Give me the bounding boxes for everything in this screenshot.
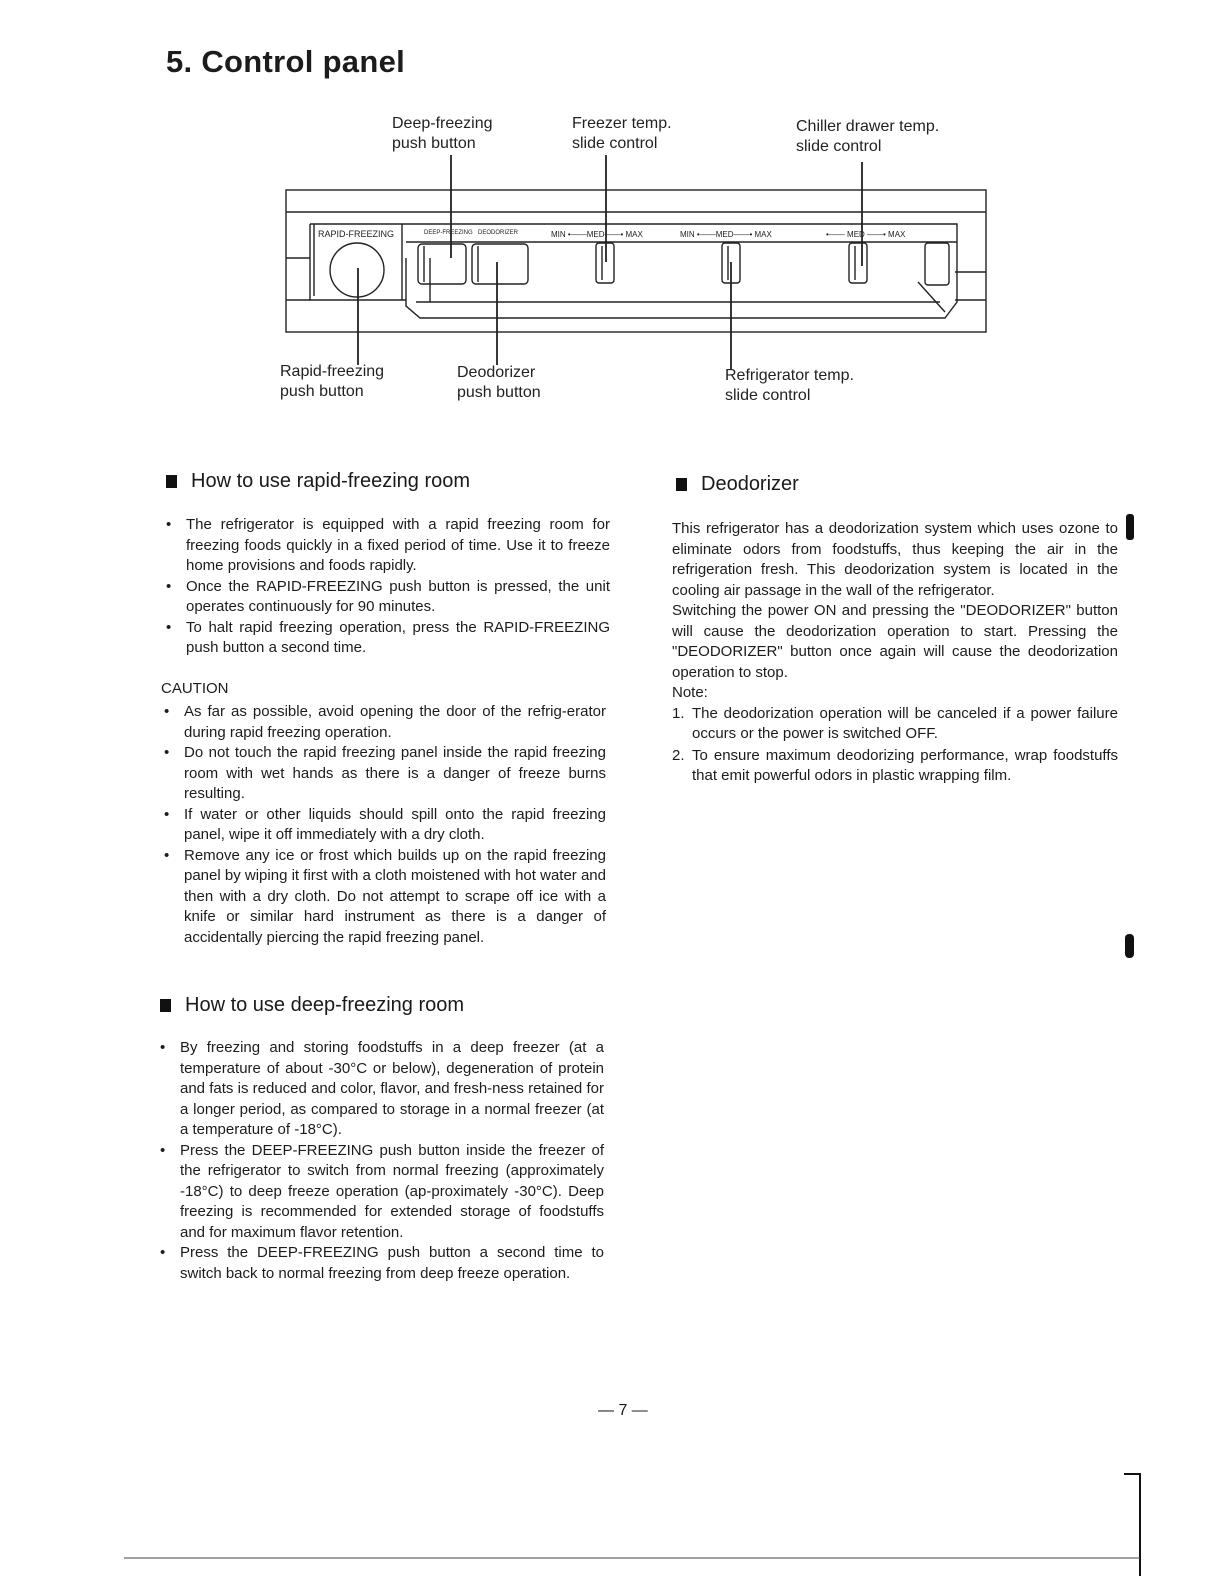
callout-line1: Refrigerator temp. [725, 367, 854, 384]
panel-scale-refrigerator: MIN •——MED——• MAX [680, 230, 772, 239]
panel-label-rapid-freezing: RAPID-FREEZING [318, 229, 395, 239]
note-number: 2. [672, 746, 685, 764]
callout-line2: push button [457, 384, 541, 401]
callout-line1: Freezer temp. [572, 115, 672, 132]
panel-label-deep-freezing: DEEP-FREEZING [424, 230, 473, 236]
note-label: Note: [672, 684, 708, 701]
deodorizer-para-1: This refrigerator has a deodorization system which uses ozone to eliminate odors from foodstuffs, thus keeping the air in the refrigeration fresh. This deodorization system is located in the cooling air passage in the wall of the refrigerator. [672, 520, 1118, 599]
panel-scale-freezer: MIN •——MED——• MAX [551, 230, 643, 239]
deodorizer-para-2: Switching the power ON and pressing the "DEODORIZER" button will cause the deodorization operation to start. Pressing the "DEODORIZER" button once again will cause the deodorization operation to stop. [672, 602, 1118, 681]
list-item: • If water or other liquids should spill onto the rapid freezing panel, wipe it off immediately with a dry cloth. [162, 805, 606, 846]
callout-line1: Deep-freezing [392, 115, 493, 132]
list-item: • Press the DEEP-FREEZING push button inside the freezer of the refrigerator to switch from normal freezing (approximately -18°C) to deep freeze operation (ap-proximately -30°C). Deep freezing is recommended for extended storage of foodstuffs and for maximum flavor retention. [158, 1141, 604, 1244]
heading-text: How to use deep-freezing room [185, 994, 465, 1016]
panel-label-deodorizer: DEODORIZER [478, 230, 519, 236]
heading-text: Deodorizer [701, 473, 799, 495]
list-item: • The refrigerator is equipped with a rapid freezing room for freezing foods quickly in a fixed period of time. Use it to freeze home provisions and foods rapidly. [164, 515, 610, 577]
list-item: • By freezing and storing foodstuffs in a deep freezer (at a temperature of about -30°C or below), degeneration of protein and fats is reduced and color, flavor, and fresh-ness retained for a longer period, as compared to storage in a normal freezer (at a temperature of -18°C). [158, 1038, 604, 1141]
list-item: • To halt rapid freezing operation, press the RAPID-FREEZING push button a second time. [164, 618, 610, 659]
callout-line1: Chiller drawer temp. [796, 118, 940, 135]
caution-label: CAUTION [161, 680, 229, 697]
callout-line2: push button [280, 383, 364, 400]
callout-line1: Rapid-freezing [280, 363, 385, 380]
callout-line2: push button [392, 135, 476, 152]
page-number: — 7 — [598, 1402, 648, 1419]
list-item: • Do not touch the rapid freezing panel inside the rapid freezing room with wet hands as there is a danger of freeze burns resulting. [162, 743, 606, 805]
heading-text: How to use rapid-freezing room [191, 470, 471, 492]
list-item: • As far as possible, avoid opening the door of the refrig-erator during rapid freezing operation. [162, 702, 606, 743]
note-text: The deodorization operation will be canceled if a power failure occurs or the power is switched OFF. [692, 704, 1118, 742]
note-number: 1. [672, 704, 685, 722]
callout-line2: slide control [796, 138, 882, 155]
list-item: • Press the DEEP-FREEZING push button a second time to switch back to normal freezing from deep freeze operation. [158, 1243, 604, 1284]
list-item: • Remove any ice or frost which builds up on the rapid freezing panel by wiping it first with a cloth moistened with hot water and then with a dry cloth. Do not attempt to scrape off ice with a knife or similar hard instrument as there is a danger of accidentally piercing the rapid freezing panel. [162, 846, 606, 949]
list-item: • Once the RAPID-FREEZING push button is pressed, the unit operates continuously for 90 minutes. [164, 577, 610, 618]
callout-line2: slide control [725, 387, 811, 404]
note-text: To ensure maximum deodorizing performance, wrap foodstuffs that emit powerful odors in plastic wrapping film. [692, 746, 1118, 784]
page-title: 5. Control panel [166, 44, 406, 79]
callout-line2: slide control [572, 135, 658, 152]
callout-line1: Deodorizer [457, 364, 536, 381]
panel-scale-chiller: •—— MED ——• MAX [826, 230, 906, 239]
